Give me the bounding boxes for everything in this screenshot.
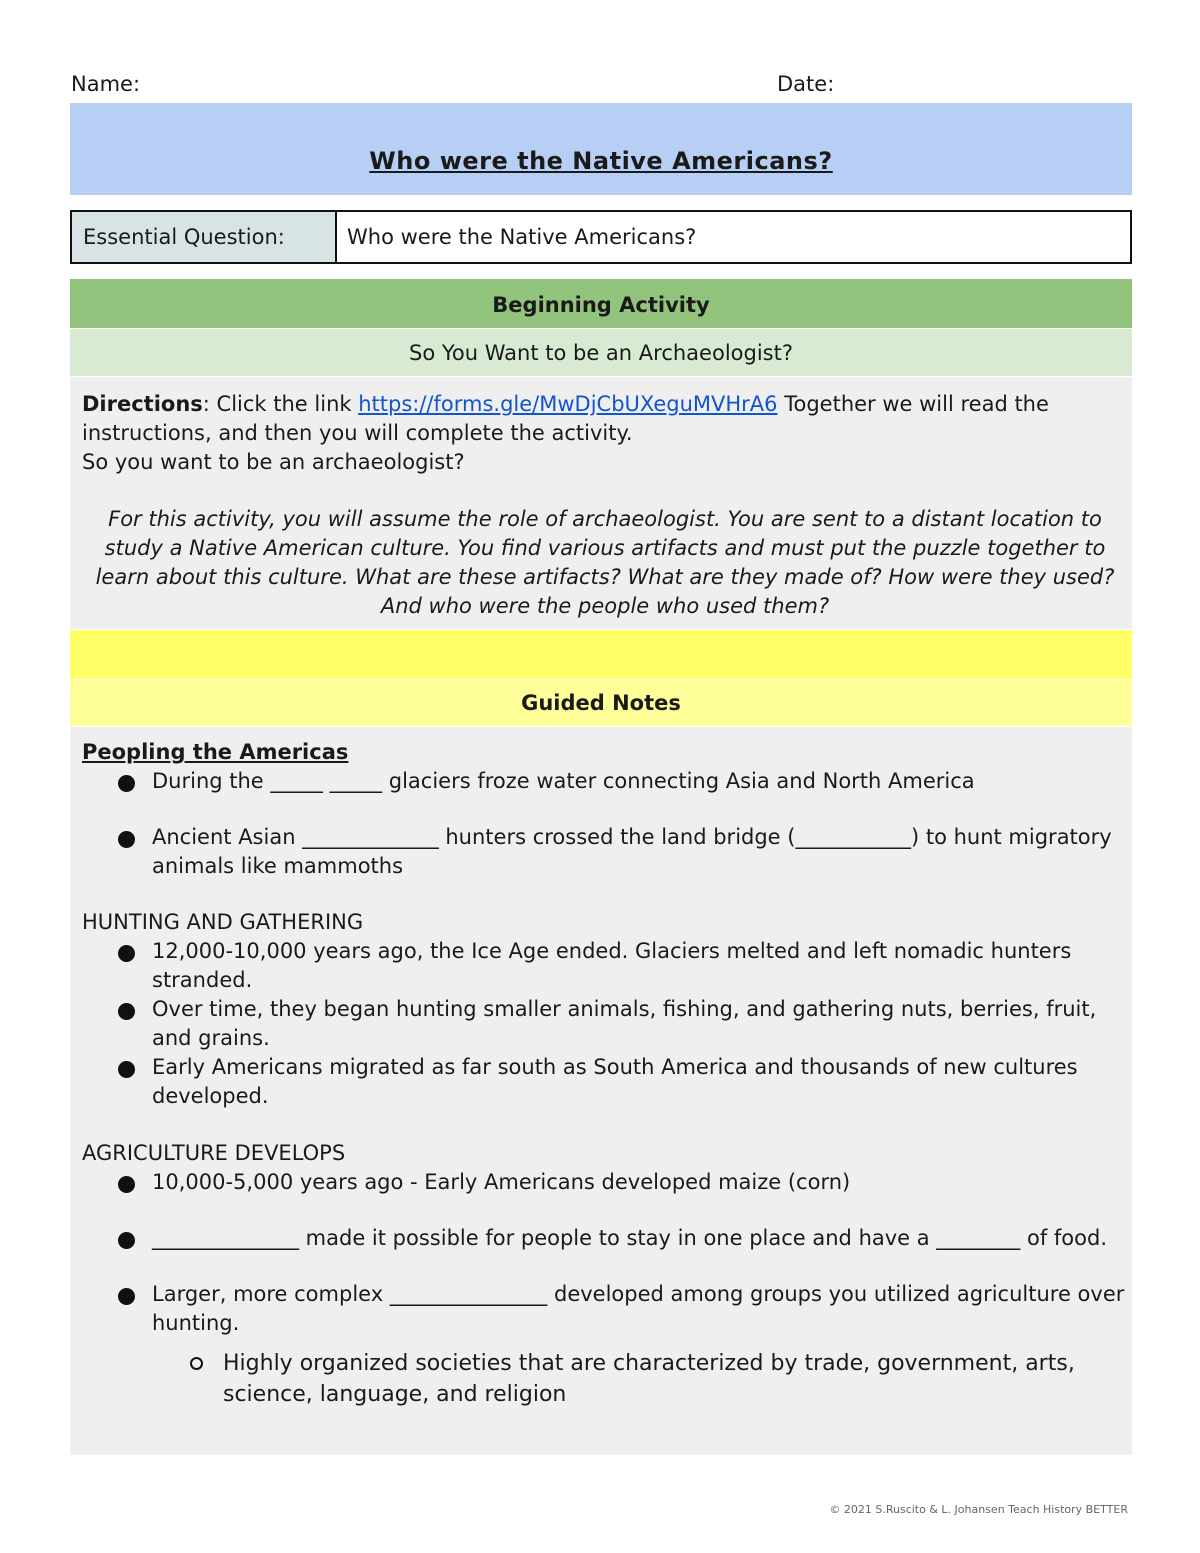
bullet-text: Ancient Asian _____________ hunters crossed the land bridge (___________) to hunt migratory animals like mammoths [152,825,1112,878]
bullet-icon [118,1288,135,1305]
bullet-icon [118,945,135,962]
sub-bullet-text: Highly organized societies that are characterized by trade, government, arts, science, language, and religion [223,1351,1075,1407]
list-item [82,1224,1127,1253]
list-item [82,823,1127,881]
title-banner [70,103,1132,195]
name-date-row [71,72,1131,102]
guided-notes [82,737,1127,1410]
bullet-text: Larger, more complex _______________ developed among groups you utilized agriculture over hunting. [152,1282,1125,1335]
yellow-spacer [70,630,1132,679]
agriculture-sublist [82,1348,1127,1410]
bullet-text: 12,000-10,000 years ago, the Ice Age ended. Glaciers melted and left nomadic hunters stranded. [152,939,1072,992]
agriculture-list [82,1168,1127,1338]
copyright-footer: © 2021 S.Ruscito & L. Johansen Teach History BETTER [829,1503,1128,1516]
bullet-text: During the _____ _____ glaciers froze water connecting Asia and North America [152,769,975,793]
hunting-list [82,937,1127,1111]
activity-link[interactable]: https://forms.gle/MwDjCbUXeguMVHrA6 [358,392,778,416]
section-title-hunting: HUNTING AND GATHERING [82,910,364,934]
bullet-icon [118,1232,135,1249]
essential-question-label: Essential Question: [72,212,337,262]
list-item [82,767,1127,796]
guided-notes-heading: Guided Notes [70,680,1132,726]
directions-pre: : Click the link [202,392,359,416]
directions-post: Together we will read the instructions, and then you will complete the activity. [82,392,1049,445]
bullet-text: Early Americans migrated as far south as South America and thousands of new cultures developed. [152,1055,1078,1108]
bullet-icon [118,775,135,792]
essential-question-table [70,210,1132,264]
directions-line2: So you want to be an archaeologist? [82,450,465,474]
section-title-agriculture: AGRICULTURE DEVELOPS [82,1141,346,1165]
list-item [82,1168,1127,1197]
bullet-text: 10,000-5,000 years ago - Early Americans developed maize (corn) [152,1170,851,1194]
activity-subheading: So You Want to be an Archaeologist? [70,329,1132,376]
bullet-text: Over time, they began hunting smaller animals, fishing, and gathering nuts, berries, fruit, and grains. [152,997,1097,1050]
peopling-list [82,767,1127,881]
page-title: Who were the Native Americans? [369,147,833,175]
list-item [82,1280,1127,1338]
list-item [82,1348,1127,1410]
name-label: Name: [71,72,141,96]
essential-question-value: Who were the Native Americans? [347,225,697,249]
list-item [82,995,1127,1053]
activity-description: For this activity, you will assume the role of archaeologist. You are sent to a distant location to study a Native American culture. You find various artifacts and must put the puzzle together to learn about this culture. What are these artifacts? What are they made of? How were they used? And who were the people who used them? [95,507,1115,618]
directions-label: Directions [82,392,203,416]
circle-bullet-icon [190,1357,203,1370]
bullet-icon [118,1061,135,1078]
bullet-icon [118,831,135,848]
date-label: Date: [777,72,835,96]
section-title-peopling: Peopling the Americas [82,740,349,764]
bullet-icon [118,1176,135,1193]
directions-text [82,390,1127,477]
list-item [82,937,1127,995]
bullet-icon [118,1003,135,1020]
bullet-text: ______________ made it possible for people to stay in one place and have a ________ of food. [152,1226,1107,1250]
beginning-activity-heading: Beginning Activity [70,279,1132,328]
list-item [82,1053,1127,1111]
